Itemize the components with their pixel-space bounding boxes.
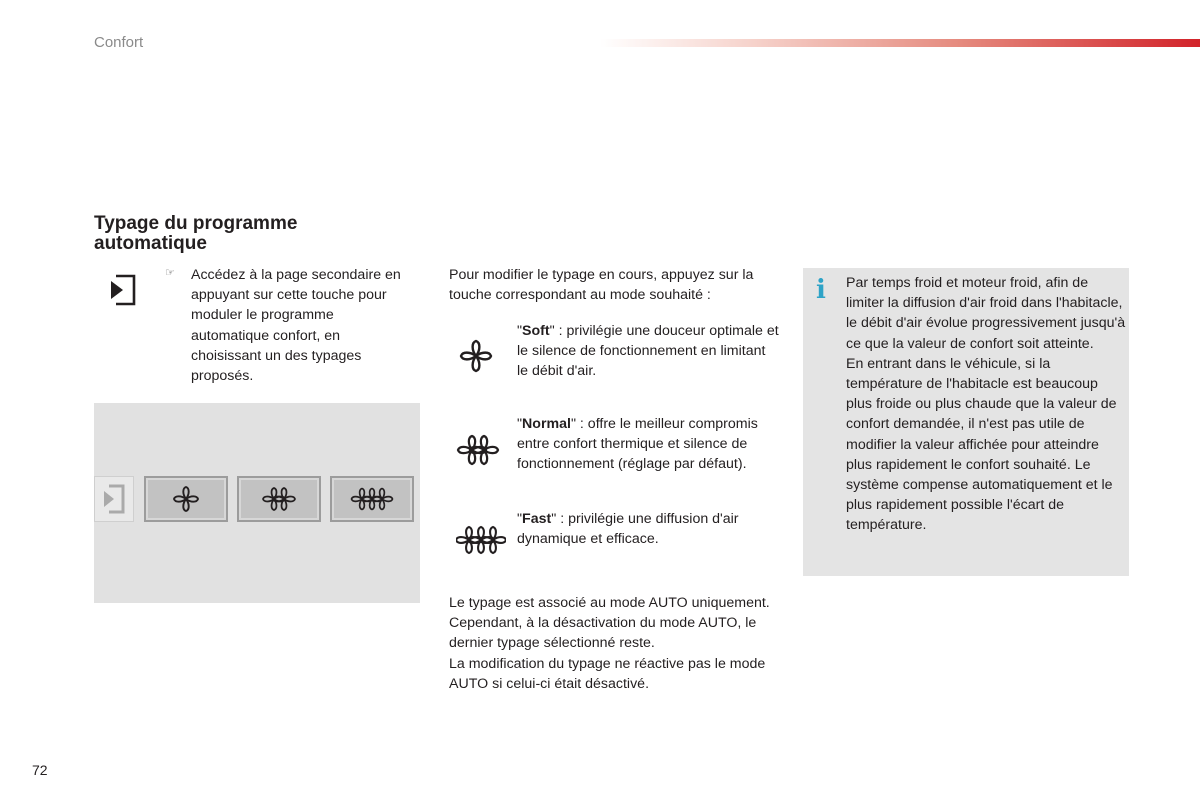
mode-soft-text: : privilégie une douceur optimale et le silence de fonctionnement en limitant le débit d'air. bbox=[517, 323, 779, 380]
access-instruction-text: Accédez à la page secondaire en appuyant sur cette touche pour moduler le programme automatique confort, en choisissant un des typages proposés. bbox=[191, 267, 401, 385]
section-header-label: Confort bbox=[94, 34, 144, 51]
mode-footer-paragraph-2: La modification du typage ne réactive pas le mode AUTO si celui-ci était désactivé. bbox=[449, 655, 766, 692]
back-arrow-icon[interactable] bbox=[94, 476, 134, 522]
mode-button-soft[interactable] bbox=[144, 476, 228, 522]
info-icon: i bbox=[816, 275, 826, 305]
fan-normal-icon bbox=[257, 482, 301, 516]
info-text bbox=[846, 273, 1126, 536]
mode-soft-description: "Soft" : privilégie une douceur optimale et le silence de fonctionnement en limitant le débit d'air. bbox=[517, 323, 779, 380]
mode-button-fast[interactable] bbox=[330, 476, 414, 522]
mode-normal-name: Normal bbox=[522, 416, 571, 432]
info-paragraph-2: En entrant dans le véhicule, si la température de l'habitacle est beaucoup plus froide ou plus chaude que la valeur de confort demandée, il n'est pas utile de modifier la valeur affichée pour atteindre plus rapidement le confort souhaité. Le système compense automatiquement et le plus rapidement possible l'écart de température. bbox=[846, 355, 1117, 534]
mode-soft-name: Soft bbox=[522, 323, 550, 339]
page-number: 72 bbox=[32, 762, 48, 778]
mode-intro-text: Pour modifier le typage en cours, appuyez sur la touche correspondant au mode souhaité : bbox=[449, 267, 754, 304]
header-accent-bar bbox=[600, 39, 1200, 47]
fan-normal-icon bbox=[456, 430, 500, 470]
mode-footer-text bbox=[449, 593, 779, 694]
bullet-icon: ☞ bbox=[165, 267, 175, 279]
fan-fast-icon bbox=[456, 520, 506, 560]
mode-fast-text: : privilégie une diffusion d'air dynamique et efficace. bbox=[517, 511, 739, 548]
fan-fast-icon bbox=[344, 482, 400, 516]
mode-normal-description: "Normal" : offre le meilleur compromis entre confort thermique et silence de fonctionnement (réglage par défaut). bbox=[517, 416, 758, 473]
mode-footer-paragraph-1: Le typage est associé au mode AUTO uniquement. Cependant, à la désactivation du mode AUTO, le dernier typage sélectionné reste. bbox=[449, 595, 770, 652]
fan-soft-icon bbox=[456, 336, 496, 376]
mode-fast-name: Fast bbox=[522, 511, 552, 527]
mode-fast-description: "Fast" : privilégie une diffusion d'air dynamique et efficace. bbox=[517, 511, 739, 548]
info-paragraph-1: Par temps froid et moteur froid, afin de limiter la diffusion d'air froid dans l'habitacle, le débit d'air évolue progressivement jusqu'à ce que la valeur de confort soit atteinte. bbox=[846, 275, 1126, 352]
mode-normal-text: : offre le meilleur compromis entre confort thermique et silence de fonctionnement (réglage par défaut). bbox=[517, 416, 758, 473]
fan-soft-icon bbox=[169, 482, 203, 516]
mode-button-normal[interactable] bbox=[237, 476, 321, 522]
section-title: Typage du programme automatique bbox=[94, 213, 298, 254]
access-secondary-page-icon bbox=[108, 273, 138, 307]
